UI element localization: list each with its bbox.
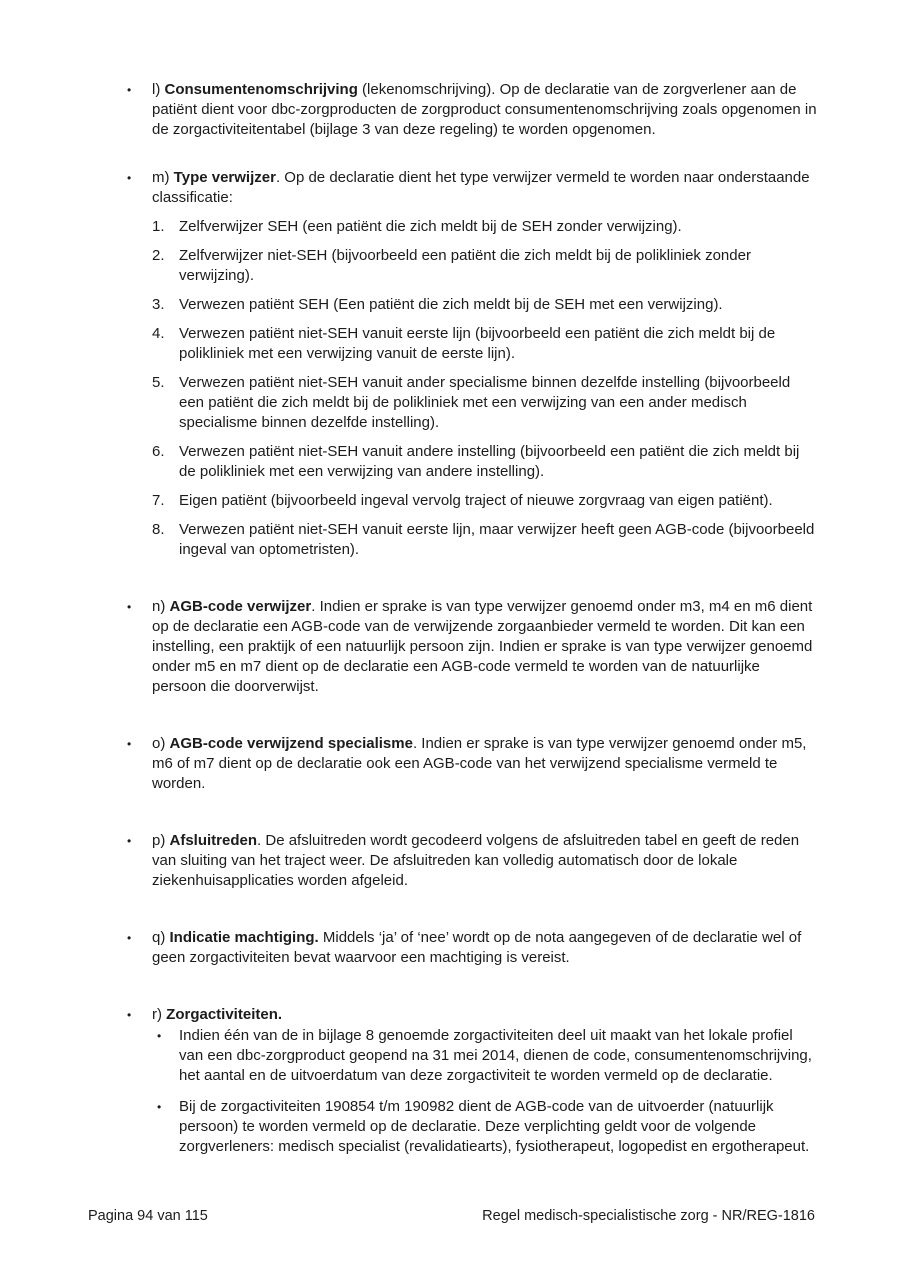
item-term: Type verwijzer	[173, 169, 276, 186]
list-item-body	[152, 80, 817, 140]
numbered-item	[152, 373, 817, 433]
footer-page-number: Pagina 94 van 115	[88, 1208, 208, 1224]
numbered-item-text: Verwezen patiënt niet-SEH vanuit eerste lijn, maar verwijzer heeft geen AGB-code (bijvoorbeeld ingeval van optometristen).	[179, 521, 815, 558]
numbered-item	[152, 491, 817, 511]
numbered-item	[152, 295, 817, 315]
list-item-body	[152, 928, 817, 968]
list-item-m	[127, 168, 817, 560]
item-term: Consumentenomschrijving	[164, 81, 358, 98]
item-prefix: p)	[152, 832, 170, 849]
item-term: Zorgactiviteiten.	[166, 1006, 283, 1023]
sub-bullet-item	[152, 1097, 817, 1157]
list-item-paragraph	[152, 928, 817, 968]
numbered-item-number: 8.	[152, 521, 165, 538]
list-item-paragraph	[152, 831, 817, 891]
list-item-r	[127, 1005, 817, 1157]
list-item-body	[152, 1005, 817, 1157]
numbered-item-number: 7.	[152, 492, 165, 509]
numbered-item-text: Verwezen patiënt niet-SEH vanuit andere instelling (bijvoorbeeld een patiënt die zich meldt bij de polikliniek met een verwijzing van andere instelling).	[179, 443, 800, 480]
list-item-n	[127, 597, 817, 697]
sub-bullet-text: Indien één van de in bijlage 8 genoemde zorgactiviteiten deel uit maakt van het lokale profiel van een dbc-zorgproduct geopend na 31 mei 2014, dienen de code, consumentenomschrijving, het aantal en de uitvoerdatum van deze zorgactiviteit te worden vermeld op de declaratie.	[179, 1027, 812, 1084]
sub-bullet-text: Bij de zorgactiviteiten 190854 t/m 190982 dient de AGB-code van de uitvoerder (natuurlijk persoon) te worden vermeld op de declaratie. Deze verplichting geldt voor de volgende zorgverleners: medisch specialist (revalidatiearts), fysiotherapeut, logopedist en ergotherapeut.	[179, 1098, 810, 1155]
bullet-icon: •	[127, 83, 132, 97]
numbered-item-number: 4.	[152, 325, 165, 342]
numbered-item-text: Verwezen patiënt niet-SEH vanuit eerste lijn (bijvoorbeeld een patiënt die zich meldt bij de polikliniek met een verwijzing vanuit de eerste lijn).	[179, 325, 776, 362]
numbered-item	[152, 217, 817, 237]
list-item-paragraph	[152, 734, 817, 794]
item-prefix: q)	[152, 929, 170, 946]
sub-bullet-item	[152, 1026, 817, 1086]
item-text: . Indien er sprake is van type verwijzer genoemd onder m3, m4 en m6 dient op de declaratie een AGB-code van de verwijzende zorgaanbieder vermeld te worden. Dit kan een instelling, een praktijk of een natuurlijk persoon zijn. Indien er sprake is van type verwijzer genoemd onder m5 en m7 dient op de declaratie een AGB-code vermeld te worden van de natuurlijke persoon die doorverwijst.	[152, 598, 813, 695]
numbered-item-text: Zelfverwijzer niet-SEH (bijvoorbeeld een patiënt die zich meldt bij de polikliniek zonder verwijzing).	[179, 247, 751, 284]
numbered-item-number: 5.	[152, 374, 165, 391]
item-text: (lekenomschrijving). Op de declaratie van de zorgverlener aan de patiënt dient voor dbc-zorgproducten de zorgproduct consumentenomschrijving zoals opgenomen in de zorgactiviteitentabel (bijlage 3 van deze regeling) te worden opgenomen.	[152, 81, 817, 138]
list-item-paragraph	[152, 1005, 817, 1025]
sub-bullet-list	[152, 1026, 817, 1157]
numbered-item-text: Eigen patiënt (bijvoorbeeld ingeval vervolg traject of nieuwe zorgvraag van eigen patiënt).	[179, 492, 773, 509]
numbered-item	[152, 324, 817, 364]
item-prefix: m)	[152, 169, 174, 186]
item-text: Middels ‘ja’ of ‘nee’ wordt op de nota aangegeven of de declaratie wel of geen zorgactiviteiten bevat waarvoor een machtiging is vereist.	[152, 929, 802, 966]
item-prefix: o)	[152, 735, 170, 752]
numbered-item-number: 6.	[152, 443, 165, 460]
item-prefix: r)	[152, 1006, 167, 1023]
bullet-icon: •	[157, 1029, 162, 1043]
numbered-item-text: Verwezen patiënt niet-SEH vanuit ander specialisme binnen dezelfde instelling (bijvoorbeeld een patiënt die zich meldt bij de polikliniek met een verwijzing van een ander medisch specialisme binnen dezelfde instelling).	[179, 374, 791, 431]
document-content	[127, 80, 817, 1157]
numbered-item	[152, 442, 817, 482]
page-footer	[88, 1206, 815, 1226]
footer-doc-reference: Regel medisch-specialistische zorg - NR/REG-1816	[482, 1208, 815, 1224]
item-prefix: n)	[152, 598, 170, 615]
list-item-paragraph	[152, 168, 817, 208]
numbered-list	[152, 217, 817, 560]
list-item-body	[152, 168, 817, 560]
list-item-paragraph	[152, 80, 817, 140]
bullet-icon: •	[127, 600, 132, 614]
bullet-icon: •	[127, 1008, 132, 1022]
numbered-item	[152, 520, 817, 560]
list-item-paragraph	[152, 597, 817, 697]
bullet-icon: •	[157, 1100, 162, 1114]
list-item-body	[152, 734, 817, 794]
list-item-l	[127, 80, 817, 140]
item-text: . De afsluitreden wordt gecodeerd volgens de afsluitreden tabel en geeft de reden van sluiting van het traject weer. De afsluitreden kan volledig automatisch door de lokale ziekenhuisapplicaties worden afgeleid.	[152, 832, 800, 889]
item-term: Afsluitreden	[169, 832, 258, 849]
item-prefix: l)	[152, 81, 165, 98]
bullet-icon: •	[127, 171, 132, 185]
list-item-o	[127, 734, 817, 794]
numbered-item-number: 3.	[152, 296, 165, 313]
item-term: AGB-code verwijzer	[169, 598, 312, 615]
item-text: . Indien er sprake is van type verwijzer genoemd onder m5, m6 of m7 dient op de declaratie ook een AGB-code van het verwijzend specialisme vermeld te worden.	[152, 735, 807, 792]
numbered-item	[152, 246, 817, 286]
item-text: . Op de declaratie dient het type verwijzer vermeld te worden naar onderstaande classificatie:	[152, 169, 810, 206]
numbered-item-number: 2.	[152, 247, 165, 264]
numbered-item-number: 1.	[152, 218, 165, 235]
item-term: Indicatie machtiging.	[169, 929, 319, 946]
numbered-item-text: Zelfverwijzer SEH (een patiënt die zich meldt bij de SEH zonder verwijzing).	[179, 218, 682, 235]
item-term: AGB-code verwijzend specialisme	[169, 735, 413, 752]
bullet-icon: •	[127, 737, 132, 751]
list-item-body	[152, 831, 817, 891]
list-item-body	[152, 597, 817, 697]
list-item-q	[127, 928, 817, 968]
bullet-icon: •	[127, 834, 132, 848]
list-item-p	[127, 831, 817, 891]
bullet-icon: •	[127, 931, 132, 945]
numbered-item-text: Verwezen patiënt SEH (Een patiënt die zich meldt bij de SEH met een verwijzing).	[179, 296, 723, 313]
